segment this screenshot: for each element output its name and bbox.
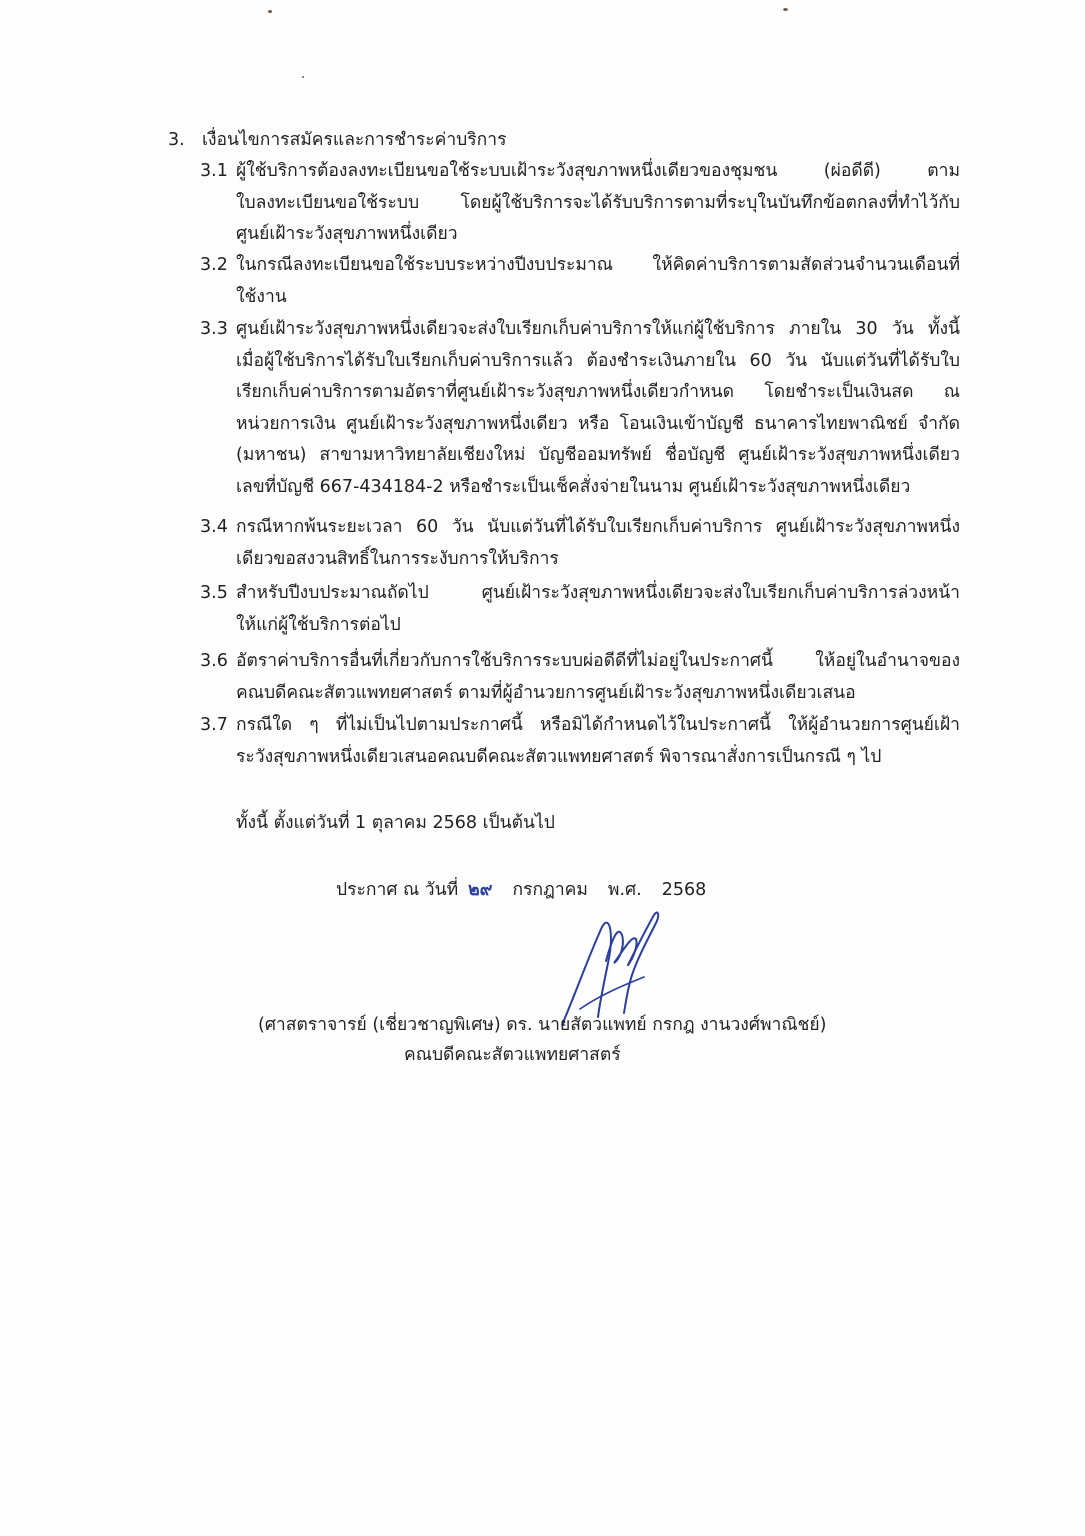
- condition-line: ในกรณีลงทะเบียนขอใช้ระบบระหว่างปีงบประมาณ ให้คิดค่าบริการตามสัดส่วนจำนวนเดือนที่: [236, 255, 960, 275]
- section-heading: [168, 124, 507, 156]
- condition-text: [236, 710, 960, 773]
- announcement-day: ๒๙: [468, 880, 493, 900]
- condition-number: 3.7: [200, 715, 228, 735]
- condition-line: ศูนย์เฝ้าระวังสุขภาพหนึ่งเดียวจะส่งใบเรียกเก็บค่าบริการให้แก่ผู้ใช้บริการ ภายใน 30 วัน ทั้งนี้: [236, 319, 960, 339]
- condition-item: [200, 710, 960, 773]
- condition-text: [236, 314, 960, 503]
- condition-line: ใบลงทะเบียนขอใช้ระบบ โดยผู้ใช้บริการจะได้รับบริการตามที่ระบุในบันทึกข้อตกลงที่ทำไว้กับ: [236, 192, 960, 213]
- condition-line: ให้แก่ผู้ใช้บริการต่อไป: [236, 614, 401, 635]
- condition-item: [200, 646, 960, 709]
- condition-line: (มหาชน) สาขามหาวิทยาลัยเชียงใหม่ บัญชีออมทรัพย์ ชื่อบัญชี ศูนย์เฝ้าระวังสุขภาพหนึ่งเดียว: [236, 445, 960, 465]
- condition-item: [200, 250, 960, 313]
- condition-line: สำหรับปีงบประมาณถัดไป ศูนย์เฝ้าระวังสุขภาพหนึ่งเดียวจะส่งใบเรียกเก็บค่าบริการล่วงหน้า: [236, 583, 960, 603]
- scan-speck: [268, 10, 272, 13]
- condition-number: 3.1: [200, 161, 228, 181]
- condition-line: เรียกเก็บค่าบริการตามอัตราที่ศูนย์เฝ้าระวังสุขภาพหนึ่งเดียวกำหนด โดยชำระเป็นเงินสด ณ: [236, 382, 960, 402]
- signatory-name: (ศาสตราจารย์ (เชี่ยวชาญพิเศษ) ดร. นายสัตวแพทย์ กรกฎ งานวงศ์พาณิชย์): [258, 1015, 827, 1035]
- condition-line: เมื่อผู้ใช้บริการได้รับใบเรียกเก็บค่าบริการแล้ว ต้องชำระเงินภายใน 60 วัน นับแต่วันที่ได้รับใบ: [236, 350, 960, 371]
- announcement-date: [336, 875, 706, 903]
- condition-text: [236, 250, 960, 313]
- section-number: 3.: [168, 130, 185, 150]
- announcement-era: พ.ศ.: [607, 880, 642, 900]
- announcement-month: กรกฎาคม: [512, 880, 588, 900]
- condition-text: [236, 156, 960, 251]
- condition-item: [200, 156, 960, 251]
- condition-number: 3.2: [200, 255, 228, 275]
- condition-line: ระวังสุขภาพหนึ่งเดียวเสนอคณบดีคณะสัตวแพทยศาสตร์ พิจารณาสั่งการเป็นกรณี ๆ ไป: [236, 746, 882, 767]
- signatory-position: คณบดีคณะสัตวแพทยศาสตร์: [404, 1045, 621, 1065]
- condition-line: ผู้ใช้บริการต้องลงทะเบียนขอใช้ระบบเฝ้าระวังสุขภาพหนึ่งเดียวของชุมชน (ผ่อดีดี) ตาม: [236, 161, 960, 181]
- condition-line: กรณีหากพ้นระยะเวลา 60 วัน นับแต่วันที่ได้รับใบเรียกเก็บค่าบริการ ศูนย์เฝ้าระวังสุขภาพหนึ่ง: [236, 517, 960, 537]
- announcement-prefix: ประกาศ ณ วันที่: [336, 880, 459, 900]
- condition-line: ใช้งาน: [236, 286, 287, 307]
- condition-text: [236, 646, 960, 709]
- scan-speck: [783, 8, 788, 11]
- announcement-year: 2568: [661, 880, 707, 900]
- condition-line: หน่วยการเงิน ศูนย์เฝ้าระวังสุขภาพหนึ่งเดียว หรือ โอนเงินเข้าบัญชี ธนาคารไทยพาณิชย์ จำกัด: [236, 413, 960, 434]
- condition-item: [200, 578, 960, 641]
- condition-line: คณบดีคณะสัตวแพทยศาสตร์ ตามที่ผู้อำนวยการศูนย์เฝ้าระวังสุขภาพหนึ่งเดียวเสนอ: [236, 682, 856, 703]
- condition-item: [200, 512, 960, 575]
- condition-line: กรณีใด ๆ ที่ไม่เป็นไปตามประกาศนี้ หรือมิได้กำหนดไว้ในประกาศนี้ ให้ผู้อำนวยการศูนย์เฝ้า: [236, 715, 960, 735]
- condition-text: [236, 578, 960, 641]
- condition-number: 3.4: [200, 517, 228, 537]
- condition-line: เลขที่บัญชี 667-434184-2 หรือชำระเป็นเช็คสั่งจ่ายในนาม ศูนย์เฝ้าระวังสุขภาพหนึ่งเดียว: [236, 476, 911, 497]
- effective-date-text: ทั้งนี้ ตั้งแต่วันที่ 1 ตุลาคม 2568 เป็นต้นไป: [236, 813, 555, 833]
- condition-line: ศูนย์เฝ้าระวังสุขภาพหนึ่งเดียว: [236, 224, 458, 244]
- condition-item: [200, 314, 960, 503]
- condition-text: [236, 512, 960, 575]
- scan-speck: [302, 76, 304, 78]
- condition-line: เดียวขอสงวนสิทธิ์ในการระงับการให้บริการ: [236, 548, 559, 569]
- condition-number: 3.3: [200, 319, 228, 339]
- section-title: เงื่อนไขการสมัครและการชำระค่าบริการ: [202, 130, 507, 150]
- condition-number: 3.6: [200, 651, 228, 671]
- condition-number: 3.5: [200, 583, 228, 603]
- condition-line: อัตราค่าบริการอื่นที่เกี่ยวกับการใช้บริการระบบผ่อดีดีที่ไม่อยู่ในประกาศนี้ ให้อยู่ในอำนาจของ: [236, 651, 960, 671]
